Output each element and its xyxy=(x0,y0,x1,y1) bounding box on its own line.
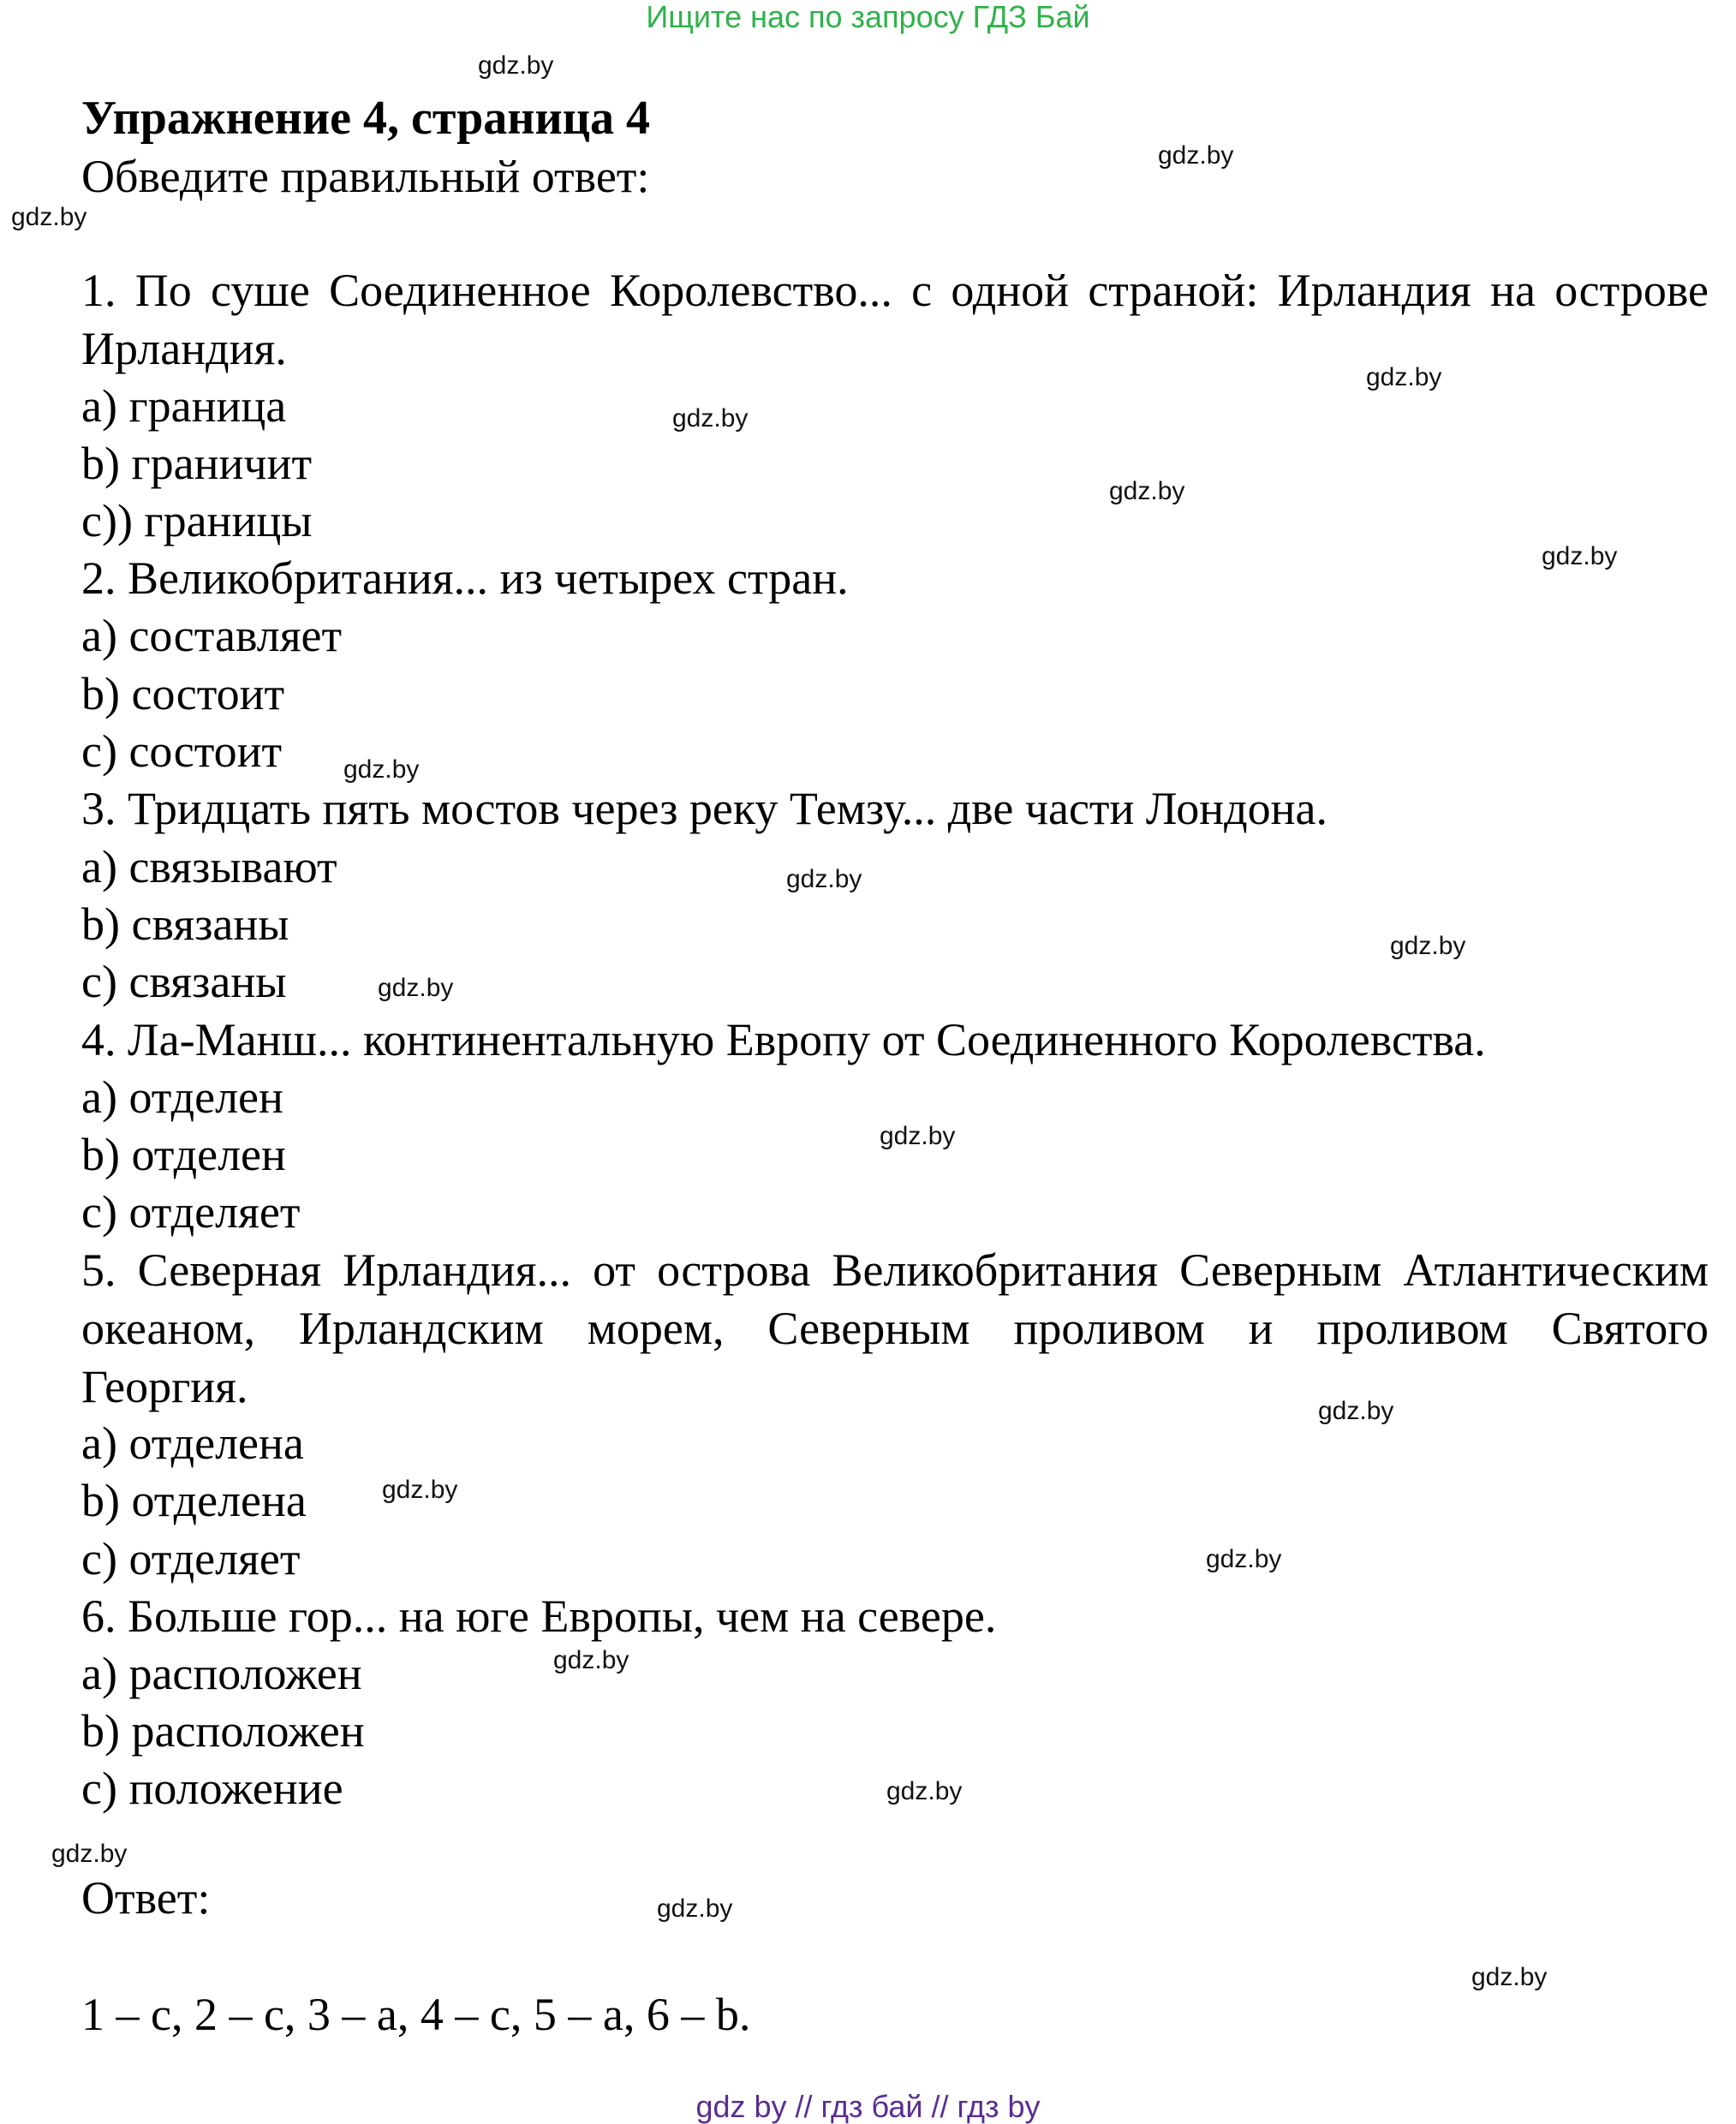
question-6-option-b: b) расположен xyxy=(81,1705,365,1757)
watermark: gdz.by xyxy=(343,755,420,784)
watermark: gdz.by xyxy=(1206,1545,1282,1573)
question-2-option-b: b) состоит xyxy=(81,668,285,719)
question-3-option-c: c) связаны xyxy=(81,956,287,1007)
question-4-text: 4. Ла-Манш... континентальную Европу от Соединенного Королевства. xyxy=(81,1014,1486,1065)
watermark: gdz.by xyxy=(11,203,87,231)
watermark: gdz.by xyxy=(378,974,454,1002)
question-6-option-a: a) расположен xyxy=(81,1648,362,1699)
question-3-option-b: b) связаны xyxy=(81,898,289,950)
question-2-option-a: a) составляет xyxy=(81,610,343,661)
footer-links[interactable]: gdz by // гдз бай // гдз by xyxy=(695,2089,1041,2124)
watermark: gdz.by xyxy=(880,1122,956,1150)
question-3-text: 3. Тридцать пять мостов через реку Темзу... две части Лондона. xyxy=(81,783,1327,834)
question-2-text: 2. Великобритания... из четырех стран. xyxy=(81,552,849,604)
watermark: gdz.by xyxy=(1158,141,1234,170)
watermark: gdz.by xyxy=(478,51,554,80)
question-5-text: 5. Северная Ирландия... от острова Великобритания Северным Атлантическим океаном, Ирландским морем, Северным проливом и проливом Святого Георгия. xyxy=(81,1244,1709,1412)
watermark: gdz.by xyxy=(1542,542,1618,570)
question-5-option-a: a) отделена xyxy=(81,1417,304,1469)
question-1-text: 1. По суше Соединенное Королевство... с одной страной: Ирландия на острове Ирландия. xyxy=(81,265,1709,374)
exercise-title: Упражнение 4, страница 4 xyxy=(81,92,651,145)
instruction-text: Обведите правильный ответ: xyxy=(81,151,650,202)
question-1-option-a: a) граница xyxy=(81,380,287,432)
watermark: gdz.by xyxy=(51,1840,128,1868)
question-5-option-b: b) отделена xyxy=(81,1475,307,1526)
question-5-option-c: c) отделяет xyxy=(81,1533,301,1584)
answer-text: 1 – c, 2 – c, 3 – a, 4 – c, 5 – a, 6 – b. xyxy=(81,1989,751,2040)
question-4-option-a: a) отделен xyxy=(81,1071,283,1123)
question-4-option-b: b) отделен xyxy=(81,1129,286,1180)
question-6-text: 6. Больше гор... на юге Европы, чем на севере. xyxy=(81,1590,997,1642)
watermark: gdz.by xyxy=(672,404,749,433)
question-2-option-c: c) состоит xyxy=(81,725,283,777)
watermark: gdz.by xyxy=(1318,1397,1394,1425)
watermark: gdz.by xyxy=(1471,1963,1548,1991)
watermark: gdz.by xyxy=(1109,477,1185,505)
watermark: gdz.by xyxy=(886,1777,963,1805)
watermark: gdz.by xyxy=(657,1894,733,1923)
question-1-option-c: c)) границы xyxy=(81,495,313,546)
search-hint-link[interactable]: Ищите нас по запросу ГДЗ Бай xyxy=(646,0,1090,34)
watermark: gdz.by xyxy=(553,1646,629,1674)
watermark: gdz.by xyxy=(1366,363,1442,391)
question-3-option-a: a) связывают xyxy=(81,841,337,892)
watermark: gdz.by xyxy=(1390,932,1466,960)
question-6-option-c: c) положение xyxy=(81,1763,343,1814)
question-1-option-b: b) граничит xyxy=(81,438,313,489)
answer-label: Ответ: xyxy=(81,1872,211,1924)
watermark: gdz.by xyxy=(786,865,862,893)
question-4-option-c: c) отделяет xyxy=(81,1186,301,1238)
watermark: gdz.by xyxy=(382,1476,458,1504)
